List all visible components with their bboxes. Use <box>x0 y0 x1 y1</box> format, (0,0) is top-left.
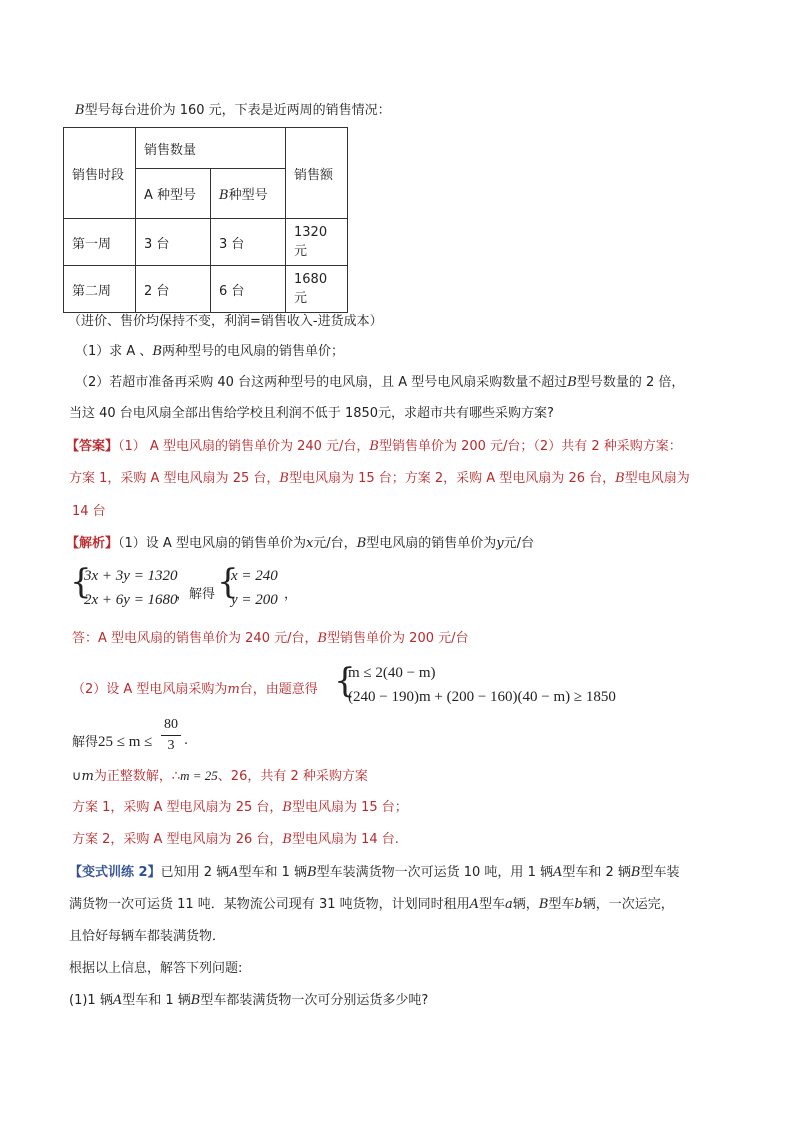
plan2-text: 方案 2，采购 A 型电风扇为 26 台， <box>72 832 283 847</box>
fraction-denominator: 3 <box>167 738 175 753</box>
solution: x = 240 <box>231 568 278 584</box>
m-value: m = 25 <box>180 768 218 783</box>
equation: 2x + 6y = 1680 <box>84 592 178 608</box>
plan1-text-end: 型电风扇为 15 台； <box>291 800 408 815</box>
cell-b: 3 台 <box>211 219 286 266</box>
header-type-b <box>211 169 286 219</box>
table-header-row <box>64 128 348 169</box>
variant-line-2 <box>69 896 674 914</box>
int-text-end: 、26，共有 2 种采购方案 <box>217 769 368 784</box>
variant-line-5 <box>69 992 428 1010</box>
analysis-part-2 <box>72 681 318 699</box>
brace-left: { <box>334 661 356 701</box>
variant-text: 满货物一次可运货 11 吨．某物流公司现有 31 吨货物，计划同时租用 <box>69 897 470 912</box>
answer-line-2 <box>69 470 690 488</box>
inequality: 25 ≤ m ≤ <box>98 734 153 750</box>
ans1-text-end: 型销售单价为 200 元/台 <box>327 631 469 646</box>
answer-line-1 <box>66 438 682 456</box>
variant-line-4: 根据以上信息，解答下列问题: <box>69 961 243 976</box>
brace-left: { <box>70 562 92 602</box>
variant-text: 已知用 2 辆 <box>160 865 230 880</box>
variant-line-3: 且恰好每辆车都装满货物． <box>69 929 226 944</box>
var-b: B <box>219 188 229 204</box>
inequality: m ≤ 2(40 − m) <box>348 665 436 681</box>
var-y: y <box>496 536 504 551</box>
answer-plan-text-3: 型电风扇为 <box>624 471 690 486</box>
var-b: B <box>75 103 85 118</box>
variant-tag: 【变式训练 2】 <box>69 865 161 880</box>
var-b: B <box>190 993 201 1008</box>
ans1-text: 答：A 型电风扇的销售单价为 240 元/台， <box>72 631 318 646</box>
cell-period: 第一周 <box>64 219 136 266</box>
var-b: B <box>615 471 625 486</box>
solve-word: 解得 <box>72 735 99 750</box>
solve-word: ，解得 <box>176 587 216 602</box>
variant-text: 型车和 1 辆 <box>238 865 308 880</box>
plan1-text: 方案 1，采购 A 型电风扇为 25 台， <box>72 800 283 815</box>
variant-text: 型车装 <box>640 865 680 880</box>
var-lower-a: a <box>505 897 513 912</box>
comma: ， <box>284 587 298 602</box>
table-row <box>64 219 348 266</box>
variant-text: 型车和 2 辆 <box>562 865 631 880</box>
header-period: 销售时段 <box>64 128 136 219</box>
header-quantity: 销售数量 <box>136 128 286 169</box>
cell-a: 3 台 <box>136 219 211 266</box>
plan2-text-end: 型电风扇为 14 台. <box>291 832 399 847</box>
variant-text: 辆， <box>512 897 539 912</box>
var-a: A <box>552 865 563 880</box>
answer-tag: 【答案】 <box>66 439 119 454</box>
variant-text: 型车和 1 辆 <box>122 993 191 1008</box>
var-a: A <box>112 993 123 1008</box>
inequality: (240 − 190)m + (200 − 160)(40 − m) ≥ 1850 <box>348 689 616 705</box>
q1-text: （1）求 A 、 <box>75 344 153 359</box>
var-lower-b: b <box>574 897 583 912</box>
sales-table <box>63 127 348 313</box>
analysis-line-1 <box>66 535 534 553</box>
variant-text: 辆，一次运完， <box>582 897 674 912</box>
variant-text: 型车装满货物一次可运货 10 吨，用 1 辆 <box>316 865 553 880</box>
q2-text: （2）若超市准备再采购 40 台这两种型号的电风扇，且 A 型号电风扇采购数量不超过 <box>75 375 568 390</box>
cell-b: 6 台 <box>211 266 286 313</box>
cell-a: 2 台 <box>136 266 211 313</box>
var-b: B <box>279 471 289 486</box>
answer-plan-text: 方案 1，采购 A 型电风扇为 25 台， <box>69 471 280 486</box>
solution: y = 200 <box>231 592 278 608</box>
variant-line-1 <box>69 864 679 882</box>
var-a: A <box>229 865 239 880</box>
brace-left: { <box>217 562 239 602</box>
intro-text: 型号每台进价为 160 元，下表是近两周的销售情况： <box>84 103 391 118</box>
var-b: B <box>282 832 292 847</box>
p2-text-2: 台，由题意得 <box>239 682 318 697</box>
var-b: B <box>152 344 162 359</box>
cell-amount: 1320 元 <box>286 219 348 266</box>
fraction-numerator: 80 <box>164 717 178 732</box>
variant-text: 型车 <box>479 897 506 912</box>
analysis-text: （1）设 A 型电风扇的销售单价为 <box>118 536 306 551</box>
integer-solutions <box>72 767 368 786</box>
var-x: x <box>305 536 314 551</box>
table-row <box>64 266 348 313</box>
question-2-line-1 <box>75 374 684 392</box>
plan-1 <box>72 799 408 817</box>
variant-text: 型车 <box>548 897 575 912</box>
answer-text-end: 型销售单价为 200 元/台；（2）共有 2 种采购方案： <box>378 439 682 454</box>
analysis-tag: 【解析】 <box>66 536 119 551</box>
fraction-bar <box>161 735 181 736</box>
var-m: m <box>81 769 94 784</box>
header-amount: 销售额 <box>286 128 348 219</box>
answer-plan-text-2: 型电风扇为 15 台；方案 2，采购 A 型电风扇为 26 台， <box>288 471 616 486</box>
period: . <box>184 733 189 748</box>
var-b: B <box>538 897 549 912</box>
analysis-answer-1 <box>72 630 469 648</box>
answer-line-3: 14 台 <box>72 504 106 519</box>
analysis-text-3: 型电风扇的销售单价为 <box>366 536 497 551</box>
var-b: B <box>630 865 641 880</box>
var-b: B <box>567 375 577 390</box>
cell-amount: 1680 元 <box>286 266 348 313</box>
solve-range <box>72 733 152 752</box>
int-text: 为正整数解，∴ <box>93 769 181 784</box>
intro-line <box>75 102 391 120</box>
q2-text-end: 型号数量的 2 倍， <box>576 375 685 390</box>
var-m: m <box>227 682 240 697</box>
answer-text: （1） A 型电风扇的销售单价为 240 元/台， <box>118 439 370 454</box>
header-type-b-label: 种型号 <box>228 188 268 204</box>
analysis-text-2: 元/台， <box>313 536 357 551</box>
var-b: B <box>356 536 367 551</box>
plan-2 <box>72 831 399 849</box>
variant-text: 型车都装满货物一次可分别运货多少吨? <box>200 993 429 1008</box>
var-b: B <box>282 800 292 815</box>
var-a: A <box>469 897 480 912</box>
cell-period: 第二周 <box>64 266 136 313</box>
var-b: B <box>317 631 328 646</box>
note-line: （进价、售价均保持不变，利润=销售收入-进货成本） <box>68 314 383 329</box>
header-type-a: A 种型号 <box>136 169 211 219</box>
because-symbol: ∪ <box>72 769 82 784</box>
variant-text: (1)1 辆 <box>69 993 113 1008</box>
p2-text: （2）设 A 型电风扇采购为 <box>72 682 228 697</box>
equation: 3x + 3y = 1320 <box>84 568 178 584</box>
question-1 <box>75 343 344 361</box>
var-b: B <box>369 439 379 454</box>
question-2-line-2: 当这 40 台电风扇全部出售给学校且利润不低于 1850元，求超市共有哪些采购方案? <box>69 406 554 421</box>
analysis-text-4: 元/台 <box>503 536 535 551</box>
q1-text-end: 两种型号的电风扇的销售单价； <box>162 344 345 359</box>
var-b: B <box>307 865 317 880</box>
